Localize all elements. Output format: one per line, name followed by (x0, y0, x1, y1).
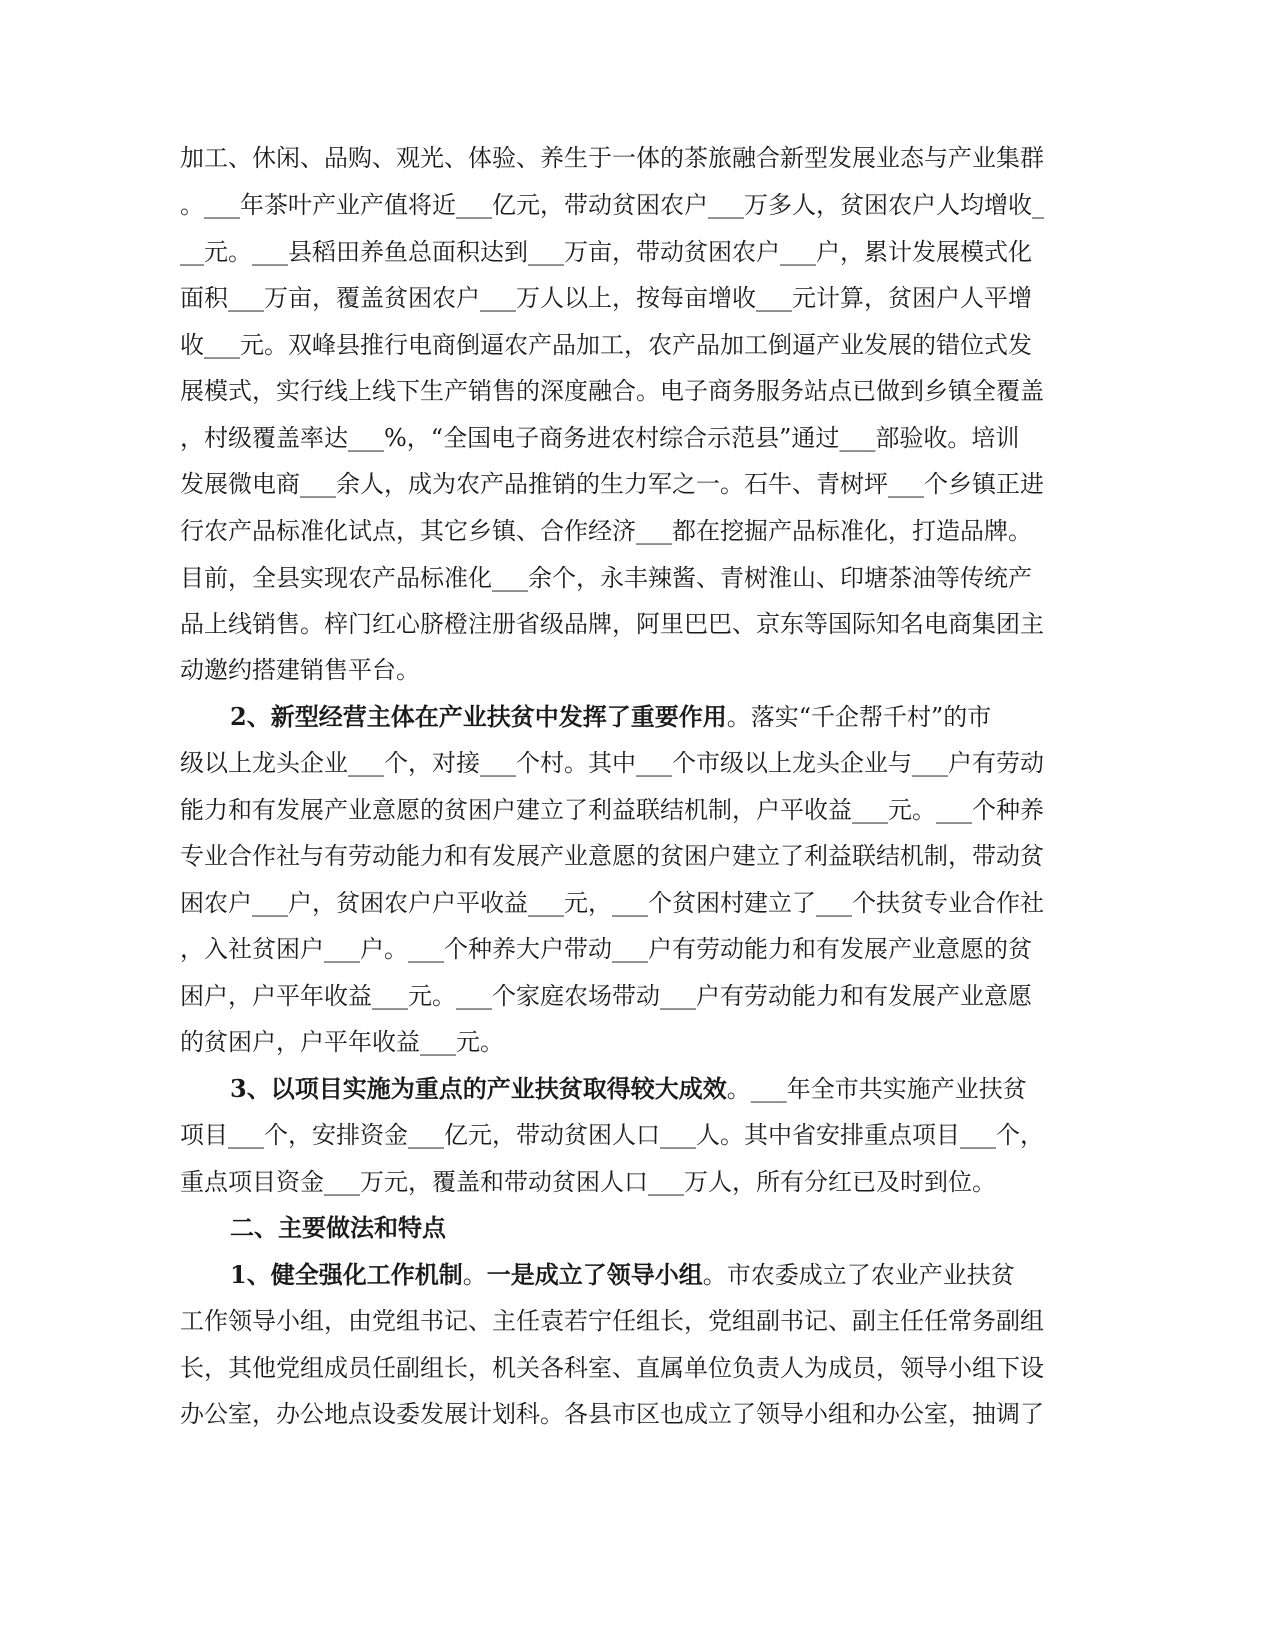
paragraph-2-heading: 2、新型经营主体在产业扶贫中发挥了重要作用 (230, 702, 727, 731)
text-line: 发展微电商___余人，成为农产品推销的生力军之一。石牛、青树坪___个乡镇正进 (180, 470, 1044, 498)
text-line: 。___年茶叶产业产值将近___亿元，带动贫困农户___万多人，贫困农户人均增收_ (180, 191, 1044, 219)
text-line: 行农产品标准化试点，其它乡镇、合作经济___都在挖掘产品标准化，打造品牌。 (180, 517, 1032, 545)
paragraph-2-text: 。落实“千企帮千村”的市 (726, 703, 992, 731)
text-line: 重点项目资金___万元，覆盖和带动贫困人口___万人，所有分红已及时到位。 (180, 1168, 996, 1196)
text-line: 长，其他党组成员任副组长，机关各科室、直属单位负责人为成员，领导小组下设 (180, 1354, 1044, 1382)
text-line: 困户，户平年收益___元。___个家庭农场带动___户有劳动能力和有发展产业意愿 (180, 982, 1032, 1010)
text-line: __元。___县稻田养鱼总面积达到___万亩，带动贫困农户___户，累计发展模式化 (180, 238, 1032, 266)
text-line: 动邀约搭建销售平台。 (180, 656, 420, 684)
text-line: 品上线销售。梓门红心脐橙注册省级品牌，阿里巴巴、京东等国际知名电商集团主 (180, 610, 1044, 638)
section-heading: 二、主要做法和特点 (230, 1213, 446, 1242)
text-line: 专业合作社与有劳动能力和有发展产业意愿的贫困户建立了利益联结机制，带动贫 (180, 842, 1044, 870)
text-line: 办公室，办公地点设委发展计划科。各县市区也成立了领导小组和办公室，抽调了 (180, 1400, 1044, 1428)
paragraph-3-text: 。___年全市共实施产业扶贫 (726, 1075, 1027, 1103)
text-line: 工作领导小组，由党组书记、主任袁若宁任组长，党组副书记、副主任任常务副组 (180, 1307, 1044, 1335)
text-line: 展模式，实行线上线下生产销售的深度融合。电子商务服务站点已做到乡镇全覆盖 (180, 377, 1044, 405)
paragraph-4-first-line (230, 1252, 1015, 1298)
text-line: 的贫困户，户平年收益___元。 (180, 1028, 504, 1056)
paragraph-4-heading: 1、健全强化工作机制 (230, 1260, 463, 1289)
text-line: 加工、休闲、品购、观光、体验、养生于一体的茶旅融合新型发展业态与产业集群 (180, 144, 1044, 172)
paragraph-4-separator: 。 (462, 1261, 487, 1289)
text-line: 项目___个，安排资金___亿元，带动贫困人口___人。其中省安排重点项目___个， (180, 1121, 1044, 1149)
text-line: 困农户___户，贫困农户户平收益___元，___个贫困村建立了___个扶贫专业合作社 (180, 889, 1044, 917)
text-line: 级以上龙头企业___个，对接___个村。其中___个市级以上龙头企业与___户有劳动 (180, 749, 1044, 777)
paragraph-2-first-line (230, 694, 991, 740)
text-line: 能力和有发展产业意愿的贫困户建立了利益联结机制，户平收益___元。___个种养 (180, 796, 1044, 824)
text-line: ，入社贫困户___户。___个种养大户带动___户有劳动能力和有发展产业意愿的贫 (180, 935, 1032, 963)
text-line: 目前，全县实现农产品标准化___余个，永丰辣酱、青树淮山、印塘茶油等传统产 (180, 564, 1032, 592)
text-line: 收___元。双峰县推行电商倒逼农产品加工，农产品加工倒逼产业发展的错位式发 (180, 331, 1032, 359)
text-line: ，村级覆盖率达___%，“全国电子商务进农村综合示范县”通过___部验收。培训 (180, 424, 1020, 452)
paragraph-3-first-line (230, 1066, 1027, 1112)
text-line: 面积___万亩，覆盖贫困农户___万人以上，按每亩增收___元计算，贫困户人平增 (180, 284, 1032, 312)
paragraph-4-text: 。市农委成立了农业产业扶贫 (702, 1261, 1015, 1289)
paragraph-3-heading: 3、以项目实施为重点的产业扶贫取得较大成效 (230, 1074, 727, 1103)
paragraph-4-subheading: 一是成立了领导小组 (486, 1260, 703, 1289)
